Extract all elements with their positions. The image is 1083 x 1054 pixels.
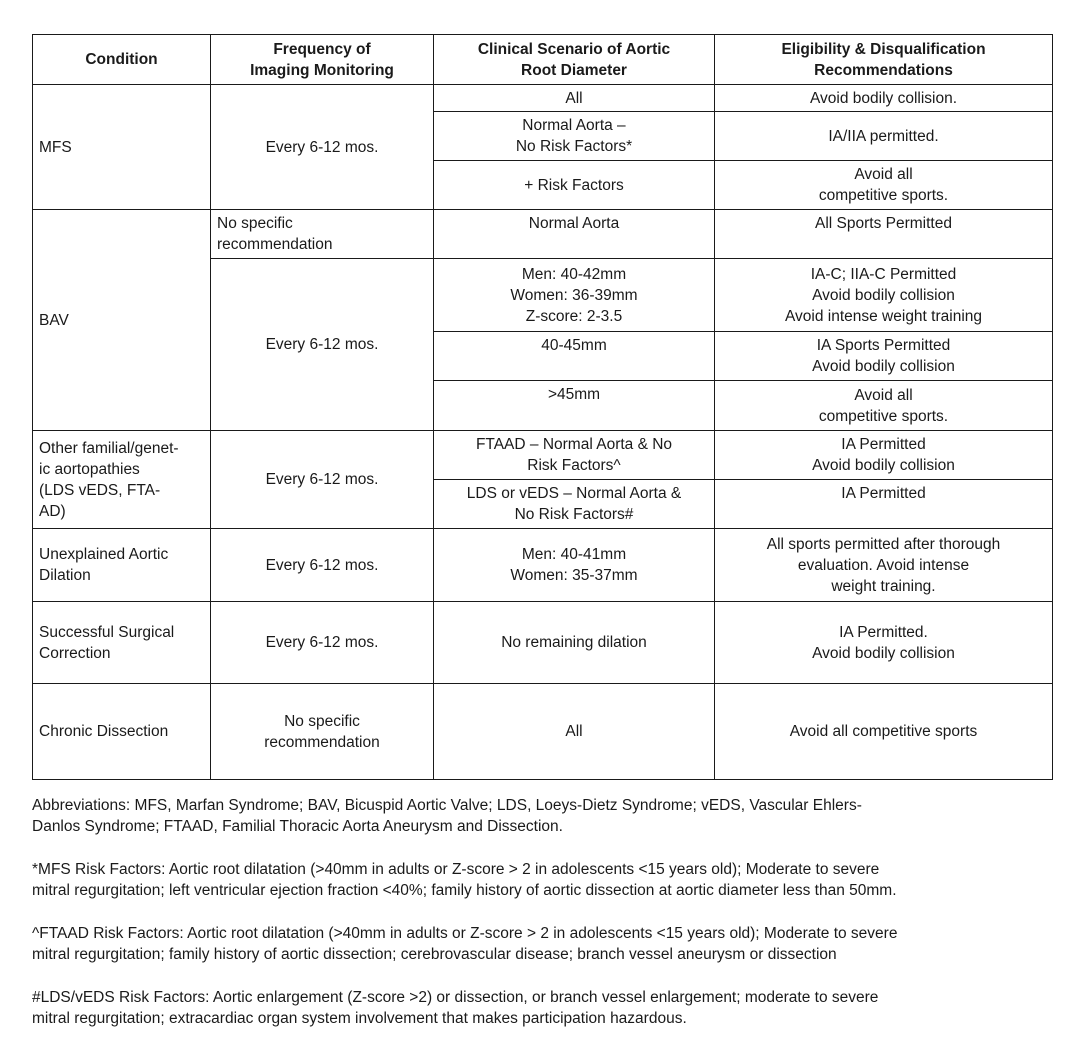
condition-text: Correction — [39, 644, 111, 662]
header-condition-text: Condition — [85, 51, 158, 68]
scenario-cell — [434, 431, 715, 480]
condition-cell — [33, 431, 211, 529]
scenario-text: Normal Aorta — [528, 215, 620, 232]
frequency-text: Every 6-12 mos. — [265, 471, 379, 488]
header-scenario — [434, 35, 715, 85]
ftaad-risk-factors-note — [32, 923, 1052, 965]
scenario-text: Normal Aorta – — [522, 117, 626, 134]
note-line: Abbreviations: MFS, Marfan Syndrome; BAV, Bicuspid Aortic Valve; LDS, Loeys-Dietz Syndrome; vEDS, Vascular Ehlers- — [32, 797, 862, 814]
recommendation-text: Avoid all — [854, 386, 913, 404]
condition-cell — [33, 602, 211, 684]
condition-text: MFS — [39, 138, 72, 156]
scenario-text: Z-score: 2-3.5 — [525, 307, 623, 325]
table-row — [33, 85, 1053, 112]
table-row — [33, 684, 1053, 780]
recommendation-text: Avoid all — [854, 166, 913, 183]
frequency-cell — [211, 259, 434, 431]
frequency-cell — [211, 431, 434, 529]
condition-text: AD) — [39, 502, 66, 520]
frequency-cell — [211, 210, 434, 259]
frequency-cell — [211, 602, 434, 684]
condition-text: Chronic Dissection — [39, 723, 169, 740]
recommendation-text: evaluation. Avoid intense — [797, 556, 970, 574]
condition-cell — [33, 529, 211, 602]
aortopathy-sports-eligibility-table — [32, 34, 1053, 780]
scenario-text: Men: 40-41mm — [521, 546, 627, 563]
header-recommendation — [715, 35, 1053, 85]
lds-veds-risk-factors-note — [32, 987, 1052, 1029]
recommendation-text: Avoid bodily collision — [812, 644, 955, 662]
scenario-text: 40-45mm — [541, 337, 607, 354]
table-footnotes — [32, 795, 1052, 1051]
header-line: Imaging Monitoring — [250, 61, 394, 79]
recommendation-cell — [715, 332, 1053, 381]
scenario-text: + Risk Factors — [524, 176, 624, 194]
note-line: mitral regurgitation; extracardiac organ system involvement that makes participation hazardous. — [32, 1010, 687, 1027]
recommendation-cell — [715, 161, 1053, 210]
recommendation-text: IA Permitted — [841, 436, 926, 453]
recommendation-cell — [715, 85, 1053, 112]
header-condition — [33, 35, 211, 85]
scenario-cell — [434, 381, 715, 431]
scenario-text: No Risk Factors* — [515, 138, 633, 155]
scenario-cell — [434, 332, 715, 381]
scenario-text: Women: 35-37mm — [510, 567, 638, 584]
recommendation-text: competitive sports. — [818, 187, 949, 204]
recommendation-text: IA Sports Permitted — [816, 337, 951, 354]
recommendation-cell — [715, 210, 1053, 259]
scenario-text: No Risk Factors# — [514, 506, 634, 523]
scenario-cell — [434, 529, 715, 602]
scenario-cell — [434, 112, 715, 161]
note-line: Danlos Syndrome; FTAAD, Familial Thoracic Aorta Aneurysm and Dissection. — [32, 818, 563, 835]
recommendation-cell — [715, 381, 1053, 431]
header-line: Root Diameter — [521, 61, 627, 79]
recommendation-text: IA Permitted. — [839, 623, 928, 641]
frequency-cell — [211, 529, 434, 602]
scenario-cell — [434, 210, 715, 259]
note-line: ^FTAAD Risk Factors: Aortic root dilatation (>40mm in adults or Z-score > 2 in adolescents <15 years old); Moderate to severe — [32, 925, 898, 942]
recommendation-text: IA/IIA permitted. — [828, 127, 939, 145]
table-row — [33, 210, 1053, 259]
recommendation-cell — [715, 480, 1053, 529]
header-line: Recommendations — [814, 61, 953, 79]
condition-cell — [33, 684, 211, 780]
frequency-text: Every 6-12 mos. — [265, 556, 379, 574]
header-line: Clinical Scenario of Aortic — [477, 40, 671, 58]
recommendation-cell — [715, 602, 1053, 684]
recommendation-text: Avoid all competitive sports — [789, 723, 978, 740]
condition-text: Other familial/genet- — [39, 439, 179, 457]
condition-text: ic aortopathies — [39, 460, 140, 478]
scenario-text: All — [565, 723, 583, 740]
recommendation-cell — [715, 529, 1053, 602]
recommendation-text: Avoid intense weight training — [784, 307, 983, 325]
note-line: mitral regurgitation; family history of aortic dissection; cerebrovascular disease; branch vessel aneurysm or dissection — [32, 946, 837, 963]
scenario-text: Men: 40-42mm — [521, 265, 627, 283]
recommendation-text: All sports permitted after thorough — [766, 535, 1001, 553]
condition-text: Unexplained Aortic — [39, 546, 169, 563]
scenario-cell — [434, 684, 715, 780]
header-line: Eligibility & Disqualification — [781, 40, 986, 58]
scenario-cell — [434, 480, 715, 529]
frequency-cell — [211, 684, 434, 780]
frequency-cell — [211, 85, 434, 210]
recommendation-text: competitive sports. — [818, 407, 949, 425]
recommendation-text: Avoid bodily collision — [812, 457, 955, 474]
recommendation-text: Avoid bodily collision. — [809, 89, 958, 107]
condition-cell — [33, 210, 211, 431]
header-row — [33, 35, 1053, 85]
scenario-cell — [434, 161, 715, 210]
condition-cell — [33, 85, 211, 210]
table-row — [33, 602, 1053, 684]
scenario-text: LDS or vEDS – Normal Aorta & — [466, 485, 682, 502]
frequency-text: No specific — [217, 215, 293, 232]
frequency-text: recommendation — [264, 733, 380, 751]
condition-text: Dilation — [39, 567, 91, 584]
scenario-text: >45mm — [547, 386, 601, 403]
recommendation-cell — [715, 684, 1053, 780]
frequency-text: Every 6-12 mos. — [265, 336, 379, 353]
frequency-text: No specific — [284, 712, 360, 730]
recommendation-text: All Sports Permitted — [815, 215, 952, 232]
header-line: Frequency of — [273, 40, 371, 58]
scenario-text: FTAAD – Normal Aorta & No — [475, 436, 673, 453]
recommendation-cell — [715, 259, 1053, 332]
frequency-text: recommendation — [217, 236, 333, 253]
frequency-text: Every 6-12 mos. — [265, 634, 379, 651]
table-row — [33, 529, 1053, 602]
scenario-cell — [434, 85, 715, 112]
table-row — [33, 431, 1053, 480]
recommendation-cell — [715, 431, 1053, 480]
recommendation-cell — [715, 112, 1053, 161]
scenario-text: Women: 36-39mm — [510, 286, 638, 304]
scenario-cell — [434, 259, 715, 332]
scenario-text: No remaining dilation — [501, 634, 647, 651]
scenario-cell — [434, 602, 715, 684]
note-line: #LDS/vEDS Risk Factors: Aortic enlargement (Z-score >2) or dissection, or branch vessel enlargement; moderate to severe — [32, 989, 879, 1006]
condition-text: (LDS vEDS, FTA- — [39, 481, 161, 499]
mfs-risk-factors-note — [32, 859, 1052, 901]
recommendation-text: weight training. — [831, 577, 936, 595]
recommendation-text: Avoid bodily collision — [812, 358, 955, 375]
recommendation-text: Avoid bodily collision — [812, 286, 955, 304]
recommendation-text: IA-C; IIA-C Permitted — [810, 265, 957, 283]
header-frequency — [211, 35, 434, 85]
condition-text: BAV — [39, 311, 69, 329]
frequency-text: Every 6-12 mos. — [265, 138, 379, 156]
condition-text: Successful Surgical — [39, 623, 175, 641]
abbreviations-note — [32, 795, 1052, 837]
note-line: mitral regurgitation; left ventricular ejection fraction <40%; family history of aortic dissection at aortic diameter less than 50mm. — [32, 882, 897, 899]
scenario-text: All — [565, 89, 583, 107]
recommendation-text: IA Permitted — [841, 485, 926, 502]
scenario-text: Risk Factors^ — [527, 457, 621, 474]
note-line: *MFS Risk Factors: Aortic root dilatation (>40mm in adults or Z-score > 2 in adolescents <15 years old); Moderate to severe — [32, 861, 880, 878]
